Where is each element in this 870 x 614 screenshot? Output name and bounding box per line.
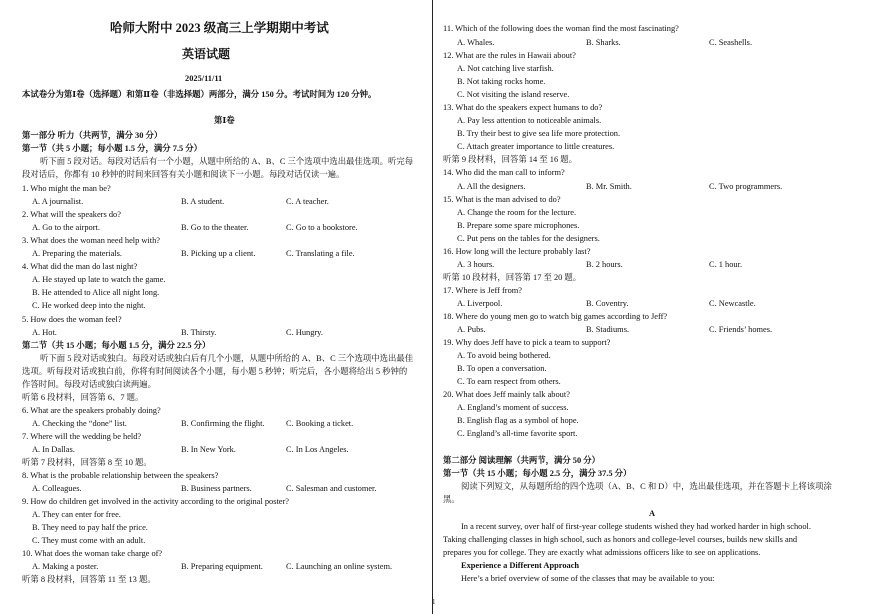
section2-instruction-line: 作答时间。每段对话或独白读两遍。	[22, 380, 156, 389]
option-a: A. All the designers.	[457, 182, 526, 191]
option-c: C. To earn respect from others.	[457, 377, 561, 386]
material-note: 听第 10 段材料，回答第 17 至 20 题。	[443, 273, 582, 282]
option-c: C. Newcastle.	[709, 299, 756, 308]
option-b: B. Confirming the flight.	[181, 419, 265, 428]
option-c: C. Two programmers.	[709, 182, 783, 191]
question-text: 5. How does the woman feel?	[22, 315, 122, 324]
question-text: 19. Why does Jeff have to pick a team to support?	[443, 338, 611, 347]
option-c: C. England’s all-time favorite sport.	[457, 429, 578, 438]
question-text: 8. What is the probable relationship between the speakers?	[22, 471, 219, 480]
option-a: A. A journalist.	[32, 197, 84, 206]
option-b: B. In New York.	[181, 445, 236, 454]
option-c: C. 1 hour.	[709, 260, 743, 269]
option-a: A. Making a poster.	[32, 562, 99, 571]
question-text: 15. What is the man advised to do?	[443, 195, 561, 204]
question-text: 12. What are the rules in Hawaii about?	[443, 51, 576, 60]
part2-instruction-line: 阅读下列短文，从每题所给的四个选项（A、B、C 和 D）中，选出最佳选项，并在答题卡上将该项涂	[461, 482, 832, 491]
part1-heading: 第一部分 听力（共两节，满分 30 分）	[22, 131, 163, 140]
question-text: 6. What are the speakers probably doing?	[22, 406, 161, 415]
section1-instruction-line: 听下面 5 段对话。每段对话后有一个小题，从题中所给的 A、B、C 三个选项中选出最佳选项。听完每	[40, 157, 414, 166]
option-a: A. Whales.	[457, 38, 495, 47]
option-a: A. Checking the “done” list.	[32, 419, 127, 428]
page-number: 1	[432, 598, 436, 606]
option-a: A. In Dallas.	[32, 445, 75, 454]
option-b: B. He attended to Alice all night long.	[32, 288, 160, 297]
option-b: B. Coventry.	[586, 299, 629, 308]
option-a: A. To avoid being bothered.	[457, 351, 551, 360]
question-text: 17. Where is Jeff from?	[443, 286, 522, 295]
option-b: B. Preparing equipment.	[181, 562, 263, 571]
material-note: 听第 7 段材料，回答第 8 至 10 题。	[22, 458, 152, 467]
passage-label: A	[649, 509, 656, 518]
option-b: B. Sharks.	[586, 38, 621, 47]
option-b: B. They need to pay half the price.	[32, 523, 148, 532]
question-text: 2. What will the speakers do?	[22, 210, 121, 219]
exam-instructions: 本试卷分为第Ⅰ卷（选择题）和第Ⅱ卷（非选择题）两部分，满分 150 分。考试时间为 120 分钟。	[22, 90, 377, 99]
exam-date: 2025/11/11	[185, 74, 223, 83]
question-text: 11. Which of the following does the woman find the most fascinating?	[443, 24, 679, 33]
option-b: B. Try their best to give sea life more protection.	[457, 129, 621, 138]
part2-instruction-line: 黑。	[443, 495, 460, 504]
option-c: C. Translating a file.	[286, 249, 355, 258]
option-c: C. Seashells.	[709, 38, 753, 47]
option-a: A. Not catching live starfish.	[457, 64, 554, 73]
option-b: B. Mr. Smith.	[586, 182, 632, 191]
section1-instruction-line: 段对话后，你都有 10 秒钟的时间来回答有关小题和阅读下一小题。每段对话仅读一遍。	[22, 170, 345, 179]
option-b: B. English flag as a symbol of hope.	[457, 416, 579, 425]
option-b: B. 2 hours.	[586, 260, 623, 269]
question-text: 10. What does the woman take charge of?	[22, 549, 163, 558]
question-text: 1. Who might the man be?	[22, 184, 111, 193]
option-c: C. Put pens on the tables for the designers.	[457, 234, 600, 243]
question-text: 14. Who did the man call to inform?	[443, 168, 565, 177]
option-b: B. Stadiums.	[586, 325, 630, 334]
option-a: A. Colleagues.	[32, 484, 82, 493]
option-c: C. Launching an online system.	[286, 562, 393, 571]
option-a: A. They can enter for free.	[32, 510, 121, 519]
question-text: 3. What does the woman need help with?	[22, 236, 160, 245]
question-text: 20. What does Jeff mainly talk about?	[443, 390, 570, 399]
question-text: 13. What do the speakers expect humans to do?	[443, 103, 603, 112]
material-note: 听第 9 段材料，回答第 14 至 16 题。	[443, 155, 577, 164]
material-note: 听第 6 段材料，回答第 6、7 题。	[22, 393, 144, 402]
column-divider	[432, 0, 433, 614]
option-a: A. England’s moment of success.	[457, 403, 569, 412]
option-c: C. Go to a bookstore.	[286, 223, 358, 232]
option-a: A. 3 hours.	[457, 260, 495, 269]
option-b: B. Business partners.	[181, 484, 252, 493]
option-c: C. Hungry.	[286, 328, 323, 337]
question-text: 4. What did the man do last night?	[22, 262, 138, 271]
option-b: B. A student.	[181, 197, 225, 206]
option-c: C. They must come with an adult.	[32, 536, 146, 545]
option-b: B. Prepare some spare microphones.	[457, 221, 580, 230]
option-c: C. Attach greater importance to little creatures.	[457, 142, 615, 151]
option-a: A. Pubs.	[457, 325, 486, 334]
exam-title: 哈师大附中 2023 级高三上学期期中考试	[110, 21, 329, 35]
passage-line: Here’s a brief overview of some of the classes that may be available to you:	[461, 574, 715, 583]
passage-subheading: Experience a Different Approach	[461, 561, 580, 570]
question-text: 18. Where do young men go to watch big games according to Jeff?	[443, 312, 668, 321]
part1-section1-heading: 第一节（共 5 小题；每小题 1.5 分，满分 7.5 分）	[22, 144, 203, 153]
option-a: A. Change the room for the lecture.	[457, 208, 577, 217]
option-a: A. He stayed up late to watch the game.	[32, 275, 166, 284]
question-text: 7. Where will the wedding be held?	[22, 432, 142, 441]
passage-line: prepares you for college. They are exactly what admissions officers like to see on applications.	[443, 548, 761, 557]
section2-instruction-line: 听下面 5 段对话或独白。每段对话或独白后有几个小题，从题中所给的 A、B、C 三个选项中选出最佳	[40, 354, 414, 363]
material-note: 听第 8 段材料，回答第 11 至 13 题。	[22, 575, 156, 584]
option-c: C. Not visiting the island reserve.	[457, 90, 570, 99]
passage-line: Taking challenging classes in high school, such as honors and college-level courses, builds new skills and	[443, 535, 798, 544]
option-a: A. Liverpool.	[457, 299, 503, 308]
option-a: A. Hot.	[32, 328, 57, 337]
option-c: C. Booking a ticket.	[286, 419, 354, 428]
option-c: C. In Los Angeles.	[286, 445, 349, 454]
option-c: C. Salesman and customer.	[286, 484, 377, 493]
passage-line: In a recent survey, over half of first-year college students wished they had worked harder in high school.	[461, 522, 811, 531]
question-text: 16. How long will the lecture probably last?	[443, 247, 591, 256]
part2-section1-heading: 第一节（共 15 小题；每小题 2.5 分，满分 37.5 分）	[443, 469, 632, 478]
option-a: A. Preparing the materials.	[32, 249, 123, 258]
part2-heading: 第二部分 阅读理解（共两节，满分 50 分）	[443, 456, 601, 465]
part1-section2-heading: 第二节（共 15 小题；每小题 1.5 分，满分 22.5 分）	[22, 341, 211, 350]
option-b: B. Go to the theater.	[181, 223, 249, 232]
option-b: B. Not taking rocks home.	[457, 77, 546, 86]
option-b: B. Thirsty.	[181, 328, 217, 337]
option-c: C. Friends’ homes.	[709, 325, 773, 334]
option-b: B. Picking up a client.	[181, 249, 256, 258]
option-c: C. He worked deep into the night.	[32, 301, 146, 310]
option-a: A. Go to the airport.	[32, 223, 100, 232]
section2-instruction-line: 选项。听每段对话或独白前，你将有时间阅读各个小题，每小题 5 秒钟；听完后，各小题将给出 5 秒钟的	[22, 367, 408, 376]
option-a: A. Pay less attention to noticeable animals.	[457, 116, 602, 125]
exam-subject: 英语试题	[182, 47, 231, 61]
volume-label: 第Ⅰ卷	[214, 116, 235, 125]
question-text: 9. How do children get involved in the activity according to the original poster?	[22, 497, 289, 506]
option-c: C. A teacher.	[286, 197, 329, 206]
option-b: B. To open a conversation.	[457, 364, 547, 373]
